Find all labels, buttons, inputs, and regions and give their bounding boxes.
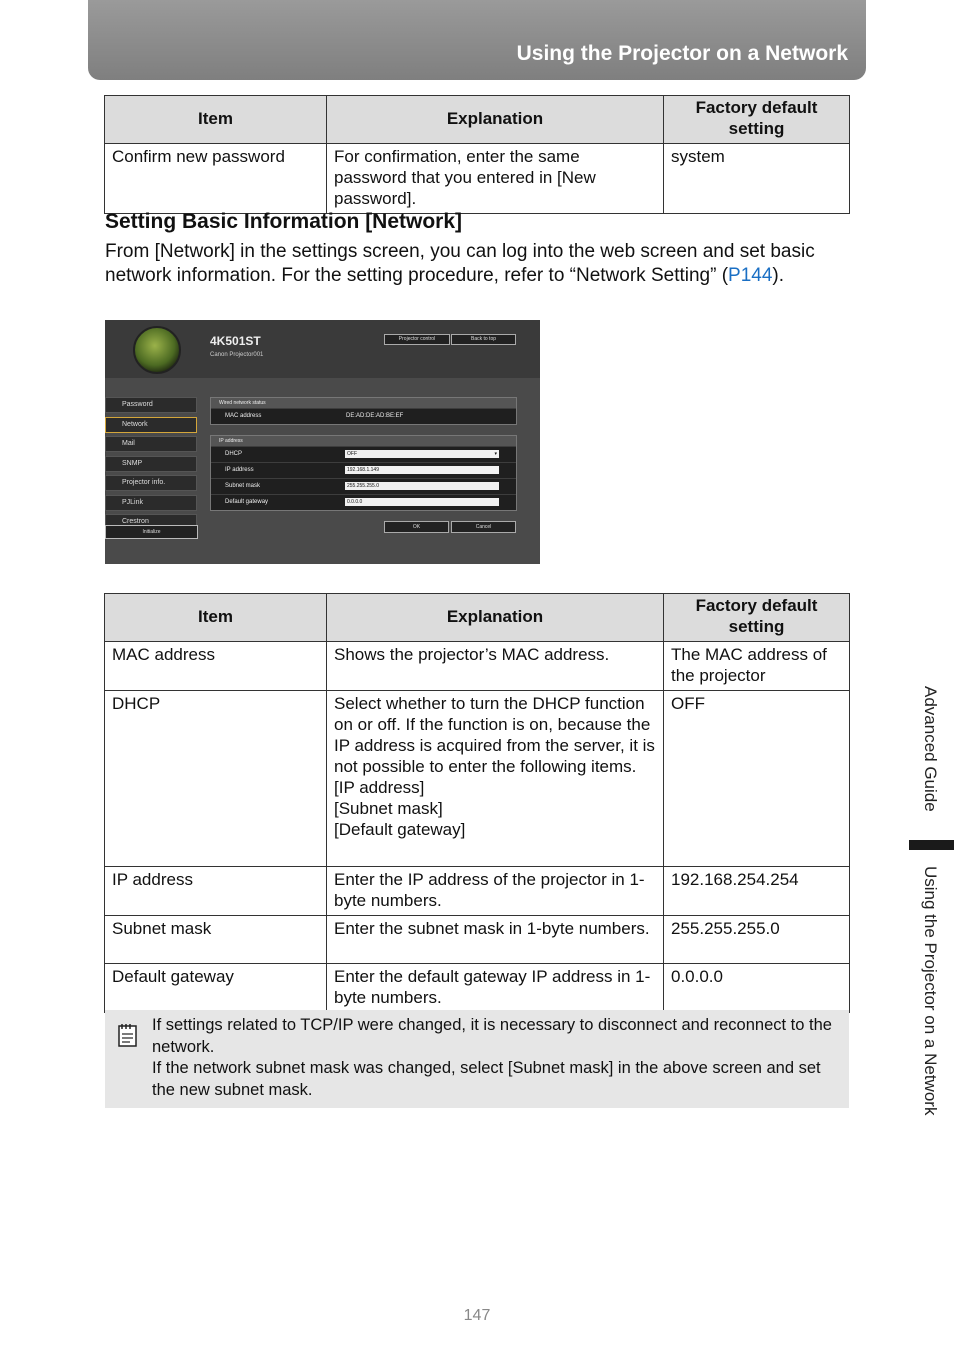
table-cell-item: DHCP (105, 691, 327, 867)
header-title: Using the Projector on a Network (516, 42, 848, 65)
side-tab-marker (909, 840, 954, 850)
wired-status-panel (210, 397, 517, 425)
dhcp-select-value: OFF (347, 451, 357, 457)
menu-item-network[interactable]: Network (105, 417, 197, 433)
column-header-explanation: Explanation (327, 96, 664, 144)
menu-item-mail[interactable]: Mail (105, 436, 197, 452)
table-row (105, 916, 850, 964)
table-row (105, 867, 850, 916)
ip-row (211, 462, 516, 478)
intro-paragraph (105, 240, 835, 288)
gateway-label: Default gateway (225, 499, 269, 505)
header-band (88, 0, 866, 80)
table-cell-default: The MAC address of the projector (664, 642, 850, 691)
column-header-item: Item (105, 594, 327, 642)
table-cell-explanation: Shows the projector’s MAC address. (327, 642, 664, 691)
ip-input[interactable]: 192.168.1.149 (345, 466, 499, 474)
table-cell-explanation: Select whether to turn the DHCP function on or off. If the function is on, because the IP address is acquired from the server, it is not possible to enter the following items. [IP address] [Subnet mask] [Default gateway] (327, 691, 664, 867)
table-cell-explanation: For confirmation, enter the same password that you entered in [New password]. (327, 144, 664, 214)
network-settings-table (104, 593, 850, 1013)
note-text (152, 1015, 842, 1101)
note-line: If the network subnet mask was changed, select [Subnet mask] in the above screen and set the new subnet mask. (152, 1059, 821, 1099)
projector-lens-icon (133, 326, 181, 374)
table-cell-explanation: Enter the default gateway IP address in 1-byte numbers. (327, 964, 664, 1013)
intro-text: From [Network] in the settings screen, you can log into the web screen and set basic network information. For the setting procedure, refer to “Network Setting” ( (105, 241, 815, 286)
menu-item-crestron[interactable]: Crestron (105, 514, 197, 530)
subnet-row (211, 478, 516, 494)
side-label-advanced-guide: Advanced Guide (921, 686, 940, 812)
memo-icon (117, 1022, 139, 1048)
initialize-button[interactable]: Initialize (105, 525, 198, 539)
table-cell-default: OFF (664, 691, 850, 867)
chevron-down-icon: ▾ (494, 451, 497, 457)
note-box (105, 1010, 849, 1108)
network-settings-screenshot (105, 320, 540, 564)
projector-control-button[interactable]: Projector control (384, 334, 450, 345)
column-header-explanation: Explanation (327, 594, 664, 642)
settings-menu (105, 397, 197, 534)
back-to-top-button[interactable]: Back to top (451, 334, 516, 345)
table-row (105, 642, 850, 691)
table-header-row (105, 96, 850, 144)
gateway-row (211, 494, 516, 510)
table-cell-explanation: Enter the subnet mask in 1-byte numbers. (327, 916, 664, 964)
table-row (105, 691, 850, 867)
menu-item-pjlink[interactable]: PJLink (105, 495, 197, 511)
note-line: If settings related to TCP/IP were changed, it is necessary to disconnect and reconnect to the network. (152, 1016, 832, 1056)
table-row (105, 964, 850, 1013)
table-cell-default: system (664, 144, 850, 214)
section-heading: Setting Basic Information [Network] (105, 210, 463, 233)
column-header-default: Factory default setting (664, 594, 850, 642)
menu-item-password[interactable]: Password (105, 397, 197, 413)
intro-text-end: ). (772, 265, 785, 286)
table-cell-item: MAC address (105, 642, 327, 691)
page-link[interactable]: P144 (728, 265, 773, 286)
table-cell-explanation: Enter the IP address of the projector in 1-byte numbers. (327, 867, 664, 916)
table-cell-item: IP address (105, 867, 327, 916)
table-row (105, 144, 850, 214)
dhcp-row (211, 446, 516, 462)
ok-button[interactable]: OK (384, 521, 449, 533)
ip-panel (210, 435, 517, 511)
table-cell-default: 0.0.0.0 (664, 964, 850, 1013)
wired-status-heading: Wired network status (211, 398, 516, 408)
ip-label: IP address (225, 467, 254, 473)
column-header-item: Item (105, 96, 327, 144)
column-header-default: Factory default setting (664, 96, 850, 144)
table-cell-default: 192.168.254.254 (664, 867, 850, 916)
projector-name: Canon Projector001 (210, 352, 264, 358)
table-cell-item: Default gateway (105, 964, 327, 1013)
page-number: 147 (463, 1307, 491, 1324)
ip-section-heading: IP address (211, 436, 516, 446)
subnet-input[interactable]: 255.255.255.0 (345, 482, 499, 490)
table-cell-default: 255.255.255.0 (664, 916, 850, 964)
dhcp-select[interactable] (345, 450, 499, 458)
mac-row (211, 408, 516, 424)
gateway-input[interactable]: 0.0.0.0 (345, 498, 499, 506)
menu-item-projector-info[interactable]: Projector info. (105, 475, 197, 491)
mac-label: MAC address (225, 413, 262, 419)
menu-item-snmp[interactable]: SNMP (105, 456, 197, 472)
subnet-label: Subnet mask (225, 483, 261, 489)
cancel-button[interactable]: Cancel (451, 521, 516, 533)
table-header-row (105, 594, 850, 642)
dhcp-label: DHCP (225, 451, 243, 457)
table-cell-item: Subnet mask (105, 916, 327, 964)
mac-value: DE:AD:DE:AD:BE:EF (346, 413, 404, 419)
password-table (104, 95, 850, 214)
side-label-chapter: Using the Projector on a Network (921, 866, 940, 1116)
model-name: 4K501ST (210, 334, 261, 348)
table-cell-item: Confirm new password (105, 144, 327, 214)
